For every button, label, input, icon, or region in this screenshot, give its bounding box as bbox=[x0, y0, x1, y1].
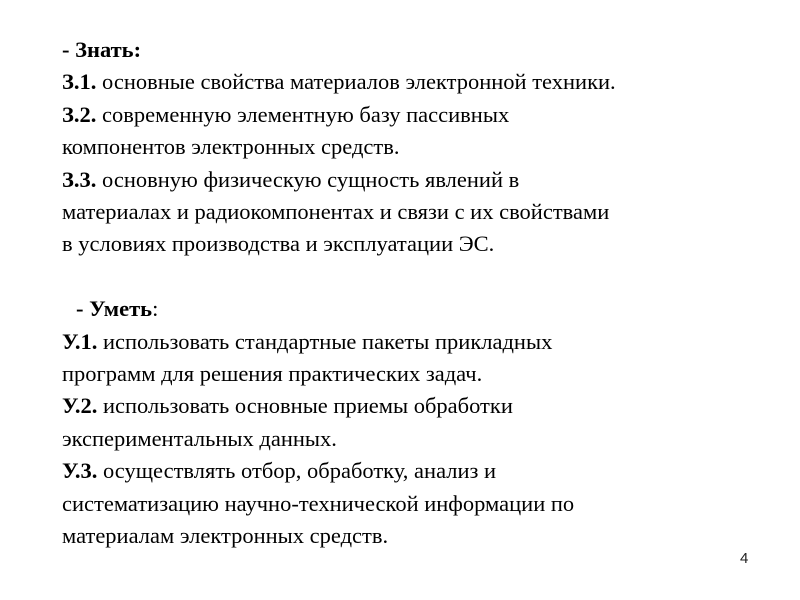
able-item-3-code: У.3. bbox=[62, 458, 98, 484]
know-item-3-text-line-2: материалах и радиокомпонентах и связи с их свойствами bbox=[62, 199, 610, 225]
section-spacer bbox=[62, 261, 762, 293]
able-heading-colon: : bbox=[152, 296, 159, 322]
know-heading: - Знать: bbox=[62, 37, 142, 62]
able-heading-text: - Уметь bbox=[76, 296, 153, 322]
able-heading bbox=[62, 293, 762, 325]
able-item-1-text-line-1: использовать стандартные пакеты прикладных bbox=[102, 328, 553, 354]
able-item-3-text-line-3: материалам электронных средств. bbox=[62, 523, 389, 549]
know-item-1-text: основные свойства материалов электронной техники. bbox=[102, 69, 616, 95]
know-item-3-text-line-1: основную физическую сущность явлений в bbox=[102, 166, 520, 192]
know-item-3-code: З.3. bbox=[62, 166, 97, 192]
know-item-1 bbox=[62, 66, 762, 98]
able-item-2-code: У.2. bbox=[62, 393, 98, 419]
know-item-2-text-line-2: компонентов электронных средств. bbox=[62, 134, 400, 160]
know-item-3-text-line-3: в условиях производства и эксплуатации ЭС. bbox=[62, 231, 495, 257]
able-item-2 bbox=[62, 390, 762, 422]
know-item-3 bbox=[62, 164, 762, 196]
able-item-2-text-line-1: использовать основные приемы обработки bbox=[102, 393, 513, 419]
able-item-1 bbox=[62, 326, 762, 358]
able-item-1-code: У.1. bbox=[62, 328, 98, 354]
slide-content bbox=[62, 34, 762, 552]
know-item-1-code: З.1. bbox=[62, 69, 97, 95]
know-item-2-code: З.2. bbox=[62, 101, 97, 127]
page-number: 4 bbox=[740, 550, 749, 567]
able-item-3-text-line-2: систематизацию научно-технической информации по bbox=[62, 490, 575, 516]
able-item-1-text-line-2: программ для решения практических задач. bbox=[62, 361, 483, 387]
able-item-2-text-line-2: экспериментальных данных. bbox=[62, 425, 337, 451]
know-item-2 bbox=[62, 99, 762, 131]
able-item-3 bbox=[62, 455, 762, 487]
able-item-3-text-line-1: осуществлять отбор, обработку, анализ и bbox=[102, 458, 497, 484]
know-item-2-text-line-1: современную элементную базу пассивных bbox=[102, 101, 510, 127]
